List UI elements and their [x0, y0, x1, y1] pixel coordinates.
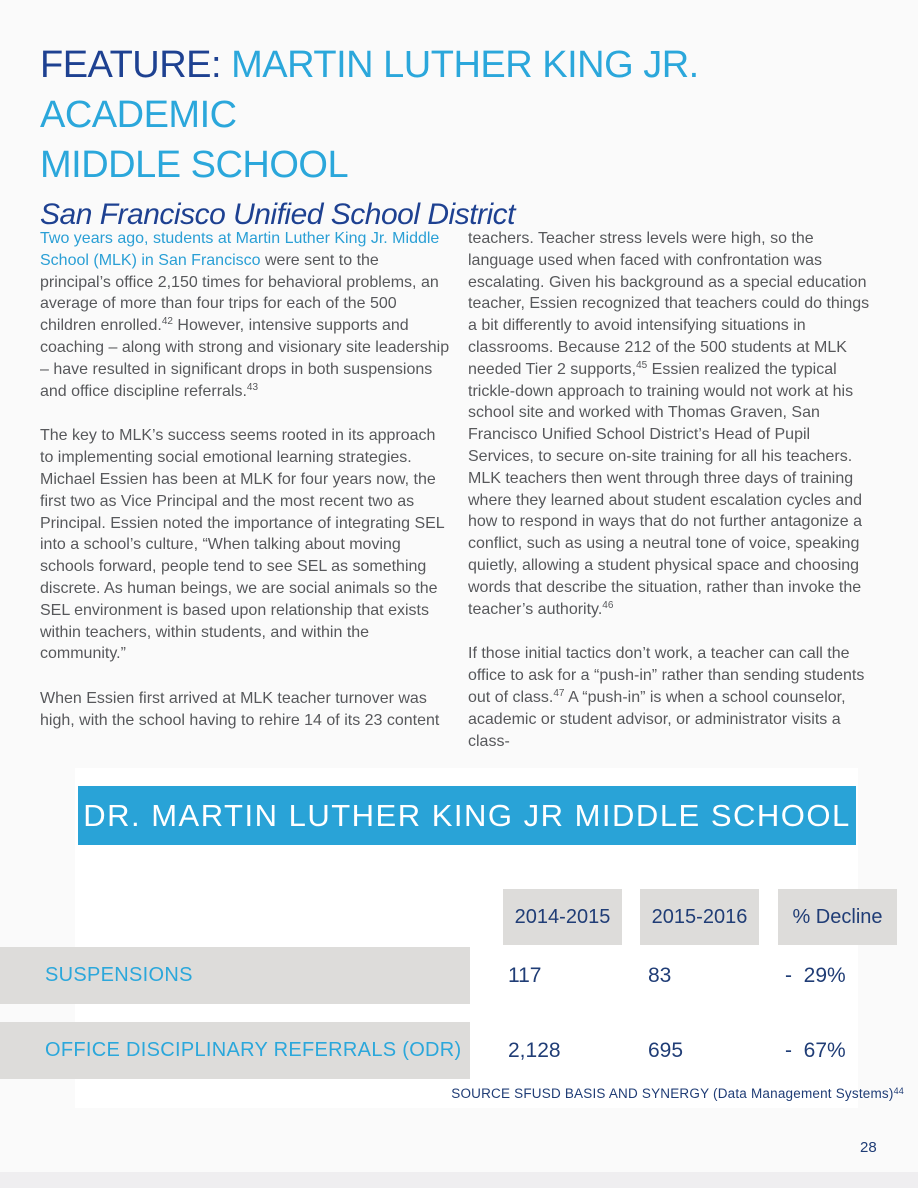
article-body [40, 228, 878, 775]
odr-2015-2016-value: 695 [648, 1039, 684, 1062]
text-run: However, intensive supports and coaching – along with strong and visionary site leadership – have resulted in significant drops in both suspensions and office discipline referrals. [40, 317, 450, 400]
suspensions-2015-2016-value: 83 [648, 964, 672, 987]
page-number: 28 [860, 1139, 877, 1156]
text-run: Essien realized the typical trickle-down approach to training would not work at his school site and worked with Thomas Graven, San Francisco Unified School District’s Head of Pupil Services, to secure on-site training for all his teachers. MLK teachers then went through three days of training where they learned about student escalation cycles and how to respond in ways that do not further antagonize a conflict, such as using a neutral tone of voice, speaking quietly, allowing a student physical space and choosing words that describe the situation, rather than invoke the teacher’s authority. [468, 360, 863, 618]
footnote-ref-43: 43 [246, 381, 259, 393]
text-run: A “push-in” is when a school counselor, academic or student advisor, or administrator visits a class- [468, 688, 846, 750]
paragraph-right-2 [468, 643, 878, 752]
paragraph-left-3: When Essien first arrived at MLK teacher turnover was high, with the school having to rehire 14 of its 23 content [40, 690, 440, 729]
title-line2: MIDDLE SCHOOL [40, 144, 349, 186]
odr-decline-value: - 67% [785, 1039, 846, 1062]
suspensions-2014-2015-value: 117 [508, 964, 542, 987]
page-bottom-strip [0, 1172, 918, 1188]
source-text: SOURCE SFUSD BASIS AND SYNERGY (Data Management Systems) [451, 1086, 894, 1101]
article-header [40, 40, 882, 232]
suspensions-decline-value: - 29% [785, 964, 846, 987]
text-run: If those initial tactics don’t work, a teacher can call the office to ask for a “push-in” rather than sending students out of class. [468, 645, 865, 706]
footnote-ref-42: 42 [161, 316, 173, 328]
paragraph-right-1 [468, 228, 878, 620]
table-source-note [451, 1086, 904, 1101]
row-label-odr: OFFICE DISCIPLINARY REFERRALS (ODR) [0, 1022, 470, 1079]
odr-2014-2015-value: 2,128 [508, 1039, 561, 1062]
footnote-ref-44: 44 [893, 1086, 904, 1096]
title-line1: MARTIN LUTHER KING JR. ACADEMIC [40, 44, 699, 136]
paragraph-left-1 [40, 228, 450, 402]
text-run: teachers. Teacher stress levels were high, so the language used when faced with confrontation was escalating. Given his background as a special education teacher, Essien recognized that teachers could do things a bit differently to avoid intensifying situations in classrooms. Because 212 of the 500 students at MLK needed Tier 2 supports, [468, 230, 870, 378]
text-run: were sent to the principal’s office 2,150 times for behavioral problems, an average of more than four trips for each of the 500 children enrolled. [40, 251, 439, 335]
table-title-banner: DR. MARTIN LUTHER KING JR MIDDLE SCHOOL [78, 786, 856, 845]
article-subtitle: San Francisco Unified School District [40, 198, 516, 231]
column-header-2014-2015: 2014-2015 [503, 889, 622, 945]
column-right [468, 228, 878, 775]
footnote-ref-45: 45 [636, 359, 648, 371]
highlight-lead: Two years ago, students at Martin Luther King Jr. Middle School (MLK) in San Francisco [40, 230, 440, 269]
column-header-percent-decline: % Decline [778, 889, 897, 945]
title-prefix: FEATURE: [40, 44, 232, 86]
footnote-ref-47: 47 [553, 687, 565, 699]
column-header-2015-2016: 2015-2016 [640, 889, 759, 945]
column-left [40, 228, 450, 775]
page-title [40, 40, 882, 190]
footnote-ref-46: 46 [602, 599, 614, 611]
paragraph-left-2: The key to MLK’s success seems rooted in its approach to implementing social emotional learning strategies. Michael Essien has been at MLK for four years now, the first two as Vice Principal and the most recent two as Principal. Essien noted the importance of integrating SEL into a school’s culture, “When talking about moving schools forward, people tend to see SEL as something discrete. As human beings, we are social animals so the SEL environment is based upon relationship that exists within teachers, within students, and within the community.” [40, 427, 445, 663]
row-label-suspensions: SUSPENSIONS [0, 947, 470, 1004]
